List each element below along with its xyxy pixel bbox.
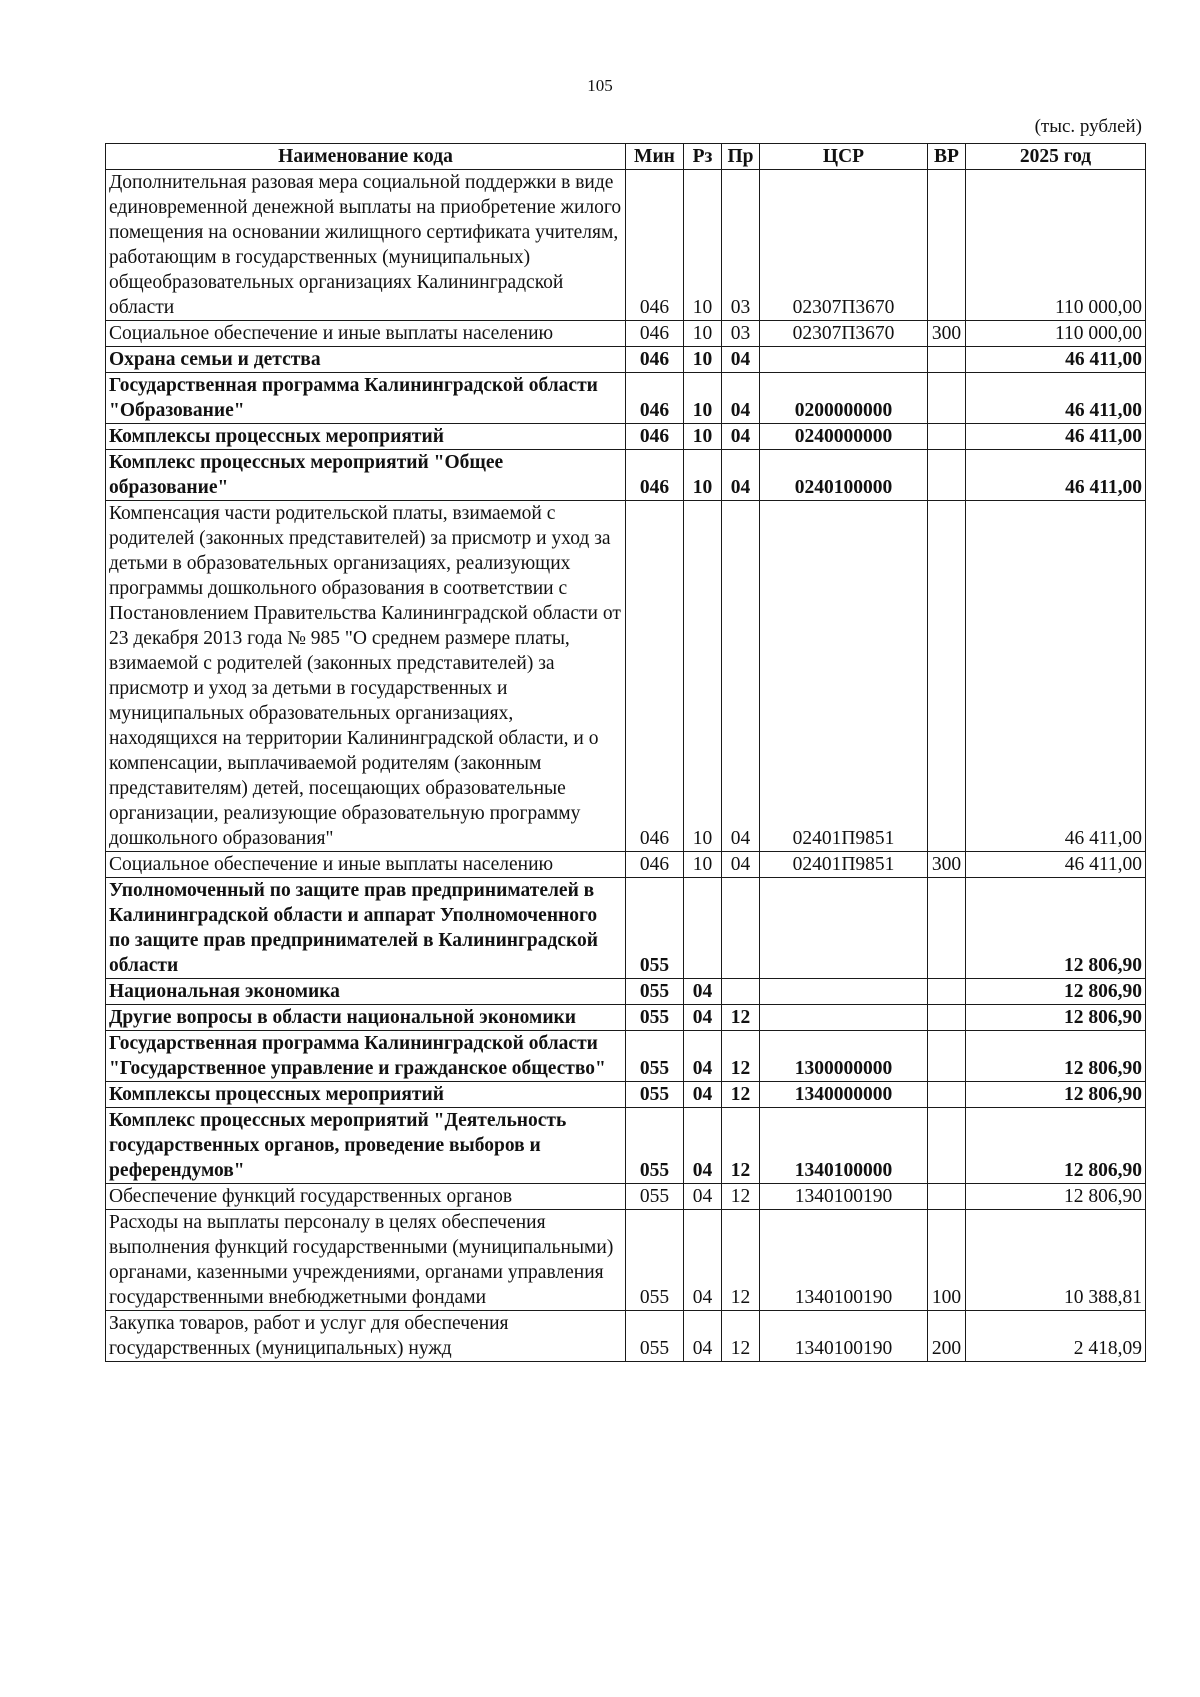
cell-pr xyxy=(722,979,760,1005)
cell-min: 046 xyxy=(626,373,684,424)
cell-min: 055 xyxy=(626,1031,684,1082)
cell-csr: 02401П9851 xyxy=(760,501,928,852)
cell-vr xyxy=(928,1031,966,1082)
cell-rz: 04 xyxy=(684,1005,722,1031)
table-row xyxy=(106,373,1146,424)
cell-name: Социальное обеспечение и иные выплаты населению xyxy=(106,852,626,878)
cell-name: Обеспечение функций государственных органов xyxy=(106,1184,626,1210)
cell-vr: 200 xyxy=(928,1311,966,1362)
cell-pr: 03 xyxy=(722,170,760,321)
cell-csr: 1340100190 xyxy=(760,1311,928,1362)
cell-pr: 04 xyxy=(722,450,760,501)
cell-sum: 46 411,00 xyxy=(966,424,1146,450)
table-row xyxy=(106,1082,1146,1108)
table-row xyxy=(106,1311,1146,1362)
cell-sum: 12 806,90 xyxy=(966,878,1146,979)
cell-name: Комплексы процессных мероприятий xyxy=(106,424,626,450)
cell-rz: 04 xyxy=(684,1311,722,1362)
cell-name: Расходы на выплаты персоналу в целях обеспечения выполнения функций государственными (муниципальными) органами, казенными учреждениями, органами управления государственными внебюджетными фондами xyxy=(106,1210,626,1311)
cell-vr: 300 xyxy=(928,852,966,878)
cell-min: 055 xyxy=(626,1082,684,1108)
cell-rz: 10 xyxy=(684,424,722,450)
header-sum: 2025 год xyxy=(966,144,1146,170)
cell-csr: 02307П3670 xyxy=(760,170,928,321)
table-row xyxy=(106,1210,1146,1311)
cell-name: Социальное обеспечение и иные выплаты населению xyxy=(106,321,626,347)
cell-sum: 2 418,09 xyxy=(966,1311,1146,1362)
cell-vr xyxy=(928,1108,966,1184)
cell-min: 055 xyxy=(626,1210,684,1311)
cell-rz: 10 xyxy=(684,170,722,321)
cell-sum: 110 000,00 xyxy=(966,321,1146,347)
cell-rz: 10 xyxy=(684,347,722,373)
cell-min: 055 xyxy=(626,979,684,1005)
header-pr: Пр xyxy=(722,144,760,170)
cell-name: Другие вопросы в области национальной экономики xyxy=(106,1005,626,1031)
header-rz: Рз xyxy=(684,144,722,170)
cell-min: 046 xyxy=(626,852,684,878)
cell-csr xyxy=(760,878,928,979)
cell-csr xyxy=(760,347,928,373)
cell-csr: 02307П3670 xyxy=(760,321,928,347)
cell-vr xyxy=(928,979,966,1005)
cell-rz: 04 xyxy=(684,1082,722,1108)
table-row xyxy=(106,321,1146,347)
cell-sum: 12 806,90 xyxy=(966,1082,1146,1108)
table-row xyxy=(106,979,1146,1005)
cell-min: 046 xyxy=(626,450,684,501)
cell-rz: 04 xyxy=(684,1108,722,1184)
cell-name: Закупка товаров, работ и услуг для обеспечения государственных (муниципальных) нужд xyxy=(106,1311,626,1362)
cell-pr: 04 xyxy=(722,501,760,852)
cell-name: Комплекс процессных мероприятий "Деятельность государственных органов, проведение выборов и референдумов" xyxy=(106,1108,626,1184)
cell-sum: 110 000,00 xyxy=(966,170,1146,321)
cell-min: 055 xyxy=(626,1108,684,1184)
header-min: Мин xyxy=(626,144,684,170)
cell-sum: 12 806,90 xyxy=(966,1005,1146,1031)
table-row xyxy=(106,1031,1146,1082)
cell-min: 055 xyxy=(626,1184,684,1210)
cell-name: Комплекс процессных мероприятий "Общее образование" xyxy=(106,450,626,501)
cell-rz xyxy=(684,878,722,979)
page-number: 105 xyxy=(587,76,613,95)
cell-sum: 46 411,00 xyxy=(966,501,1146,852)
cell-pr: 12 xyxy=(722,1311,760,1362)
cell-name: Дополнительная разовая мера социальной поддержки в виде единовременной денежной выплаты на приобретение жилого помещения на основании жилищного сертификата учителям, работающим в государственных (муниципальных) общеобразовательных организациях Калининградской области xyxy=(106,170,626,321)
cell-vr xyxy=(928,424,966,450)
table-row xyxy=(106,1184,1146,1210)
cell-min: 055 xyxy=(626,878,684,979)
cell-csr: 1340100190 xyxy=(760,1184,928,1210)
cell-sum: 12 806,90 xyxy=(966,1031,1146,1082)
cell-pr: 12 xyxy=(722,1082,760,1108)
cell-sum: 10 388,81 xyxy=(966,1210,1146,1311)
cell-name: Компенсация части родительской платы, взимаемой с родителей (законных представителей) за присмотр и уход за детьми в образовательных организациях, реализующих программы дошкольного образования в соответствии с Постановлением Правительства Калининградской области от 23 декабря 2013 года № 985 "О среднем размере платы, взимаемой с родителей (законных представителей) за присмотр и уход за детьми в государственных и муниципальных образовательных организациях, находящихся на территории Калининградской области, и о компенсации, выплачиваемой родителям (законным представителям) детей, посещающих образовательные организации, реализующие образовательную программу дошкольного образования" xyxy=(106,501,626,852)
table-row xyxy=(106,1005,1146,1031)
cell-rz: 04 xyxy=(684,1184,722,1210)
cell-rz: 10 xyxy=(684,321,722,347)
table-row xyxy=(106,170,1146,321)
cell-rz: 10 xyxy=(684,501,722,852)
cell-vr xyxy=(928,373,966,424)
cell-sum: 12 806,90 xyxy=(966,979,1146,1005)
units-label: (тыс. рублей) xyxy=(1034,116,1142,137)
cell-csr: 0240100000 xyxy=(760,450,928,501)
table-header-row xyxy=(106,144,1146,170)
cell-pr: 03 xyxy=(722,321,760,347)
table-row xyxy=(106,501,1146,852)
cell-csr: 1300000000 xyxy=(760,1031,928,1082)
table-row xyxy=(106,347,1146,373)
cell-name: Уполномоченный по защите прав предпринимателей в Калининградской области и аппарат Уполномоченного по защите прав предпринимателей в Калининградской области xyxy=(106,878,626,979)
cell-csr: 02401П9851 xyxy=(760,852,928,878)
cell-rz: 04 xyxy=(684,979,722,1005)
cell-name: Национальная экономика xyxy=(106,979,626,1005)
cell-pr: 04 xyxy=(722,347,760,373)
cell-rz: 10 xyxy=(684,373,722,424)
cell-rz: 10 xyxy=(684,450,722,501)
cell-name: Государственная программа Калининградской области "Государственное управление и гражданское общество" xyxy=(106,1031,626,1082)
cell-csr: 1340000000 xyxy=(760,1082,928,1108)
cell-csr: 1340100000 xyxy=(760,1108,928,1184)
cell-min: 046 xyxy=(626,347,684,373)
header-vr: ВР xyxy=(928,144,966,170)
cell-pr: 12 xyxy=(722,1184,760,1210)
budget-table xyxy=(105,143,1146,1362)
cell-min: 055 xyxy=(626,1311,684,1362)
header-name: Наименование кода xyxy=(106,144,626,170)
cell-csr xyxy=(760,979,928,1005)
cell-min: 046 xyxy=(626,170,684,321)
cell-sum: 46 411,00 xyxy=(966,347,1146,373)
cell-pr: 04 xyxy=(722,373,760,424)
cell-sum: 46 411,00 xyxy=(966,450,1146,501)
table-row xyxy=(106,878,1146,979)
cell-vr xyxy=(928,450,966,501)
cell-vr xyxy=(928,347,966,373)
cell-pr xyxy=(722,878,760,979)
cell-rz: 04 xyxy=(684,1031,722,1082)
cell-rz: 04 xyxy=(684,1210,722,1311)
table-row xyxy=(106,450,1146,501)
cell-pr: 12 xyxy=(722,1108,760,1184)
cell-pr: 12 xyxy=(722,1210,760,1311)
cell-min: 046 xyxy=(626,424,684,450)
cell-csr: 1340100190 xyxy=(760,1210,928,1311)
cell-pr: 04 xyxy=(722,852,760,878)
table-body xyxy=(106,170,1146,1362)
table-row xyxy=(106,1108,1146,1184)
cell-name: Охрана семьи и детства xyxy=(106,347,626,373)
cell-sum: 46 411,00 xyxy=(966,373,1146,424)
cell-vr xyxy=(928,1005,966,1031)
cell-vr xyxy=(928,501,966,852)
cell-vr xyxy=(928,1082,966,1108)
header-csr: ЦСР xyxy=(760,144,928,170)
cell-sum: 12 806,90 xyxy=(966,1108,1146,1184)
cell-vr xyxy=(928,170,966,321)
table-row xyxy=(106,424,1146,450)
cell-pr: 12 xyxy=(722,1031,760,1082)
table-row xyxy=(106,852,1146,878)
cell-pr: 12 xyxy=(722,1005,760,1031)
cell-csr: 0240000000 xyxy=(760,424,928,450)
cell-name: Комплексы процессных мероприятий xyxy=(106,1082,626,1108)
cell-csr: 0200000000 xyxy=(760,373,928,424)
cell-min: 046 xyxy=(626,501,684,852)
cell-min: 055 xyxy=(626,1005,684,1031)
cell-sum: 12 806,90 xyxy=(966,1184,1146,1210)
cell-vr xyxy=(928,878,966,979)
cell-sum: 46 411,00 xyxy=(966,852,1146,878)
cell-csr xyxy=(760,1005,928,1031)
cell-vr xyxy=(928,1184,966,1210)
cell-name: Государственная программа Калининградской области "Образование" xyxy=(106,373,626,424)
cell-min: 046 xyxy=(626,321,684,347)
cell-vr: 300 xyxy=(928,321,966,347)
cell-pr: 04 xyxy=(722,424,760,450)
cell-vr: 100 xyxy=(928,1210,966,1311)
cell-rz: 10 xyxy=(684,852,722,878)
